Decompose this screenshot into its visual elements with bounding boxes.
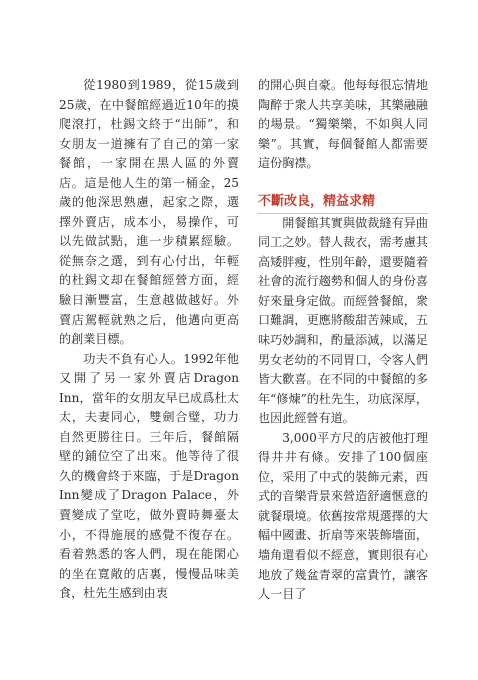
paragraph: 從1980到1989，從15歲到25歲，在中餐館經過近10年的摸爬滾打，杜錫文終于“出師”，和女朋友一道擁有了自己的第一家餐館，一家開在黑人區的外賣店。這是他人生的第一桶金，25歲的他深思熟慮，起家之際，選擇外賣店，成本小，易操作，可以先做試點，進一步積累經驗。從無奈之選，到有心付出，年輕的杜錫文却在餐館經營方面，經驗日漸豐富，生意越做越好。外賣店駕輕就熟之后，他邁向更高的創業目標。 xyxy=(59,78,239,347)
section-heading: 不斷改良，精益求精 xyxy=(258,193,376,209)
paragraph: 開餐館其實與做裁縫有异曲同工之妙。替人裁衣，需考慮其高矮胖瘦，性別年齡，還要隨着社會的流行趨勢和個人的身份喜好來量身定做。而經營餐館，衆口難調，更應將酸甜苦辣咸，五味巧妙調和，酌量添減，以滿足男女老幼的不同胃口，令客人們皆大歡喜。在不同的中餐館的多年“修煉”的杜先生，功底深厚，也因此經營有道。 xyxy=(258,215,428,426)
paragraph: 功夫不負有心人。1992年他又開了另一家外賣店Dragon Inn，當年的女朋友早已成爲杜太太，夫妻同心，雙劍合璧，功力自然更勝往日。三年后，餐館隔壁的鋪位空了出來。他等待了很久的機會終于來臨，于是Dragon Inn變成了Dragon Palace，外賣變成了堂吃，做外賣時舞臺太小，不得施展的感覺不復存在。看着熟悉的客人們，現在能閑心的坐在寬敞的店裏，慢慢品味美食，杜先生感到由衷 xyxy=(59,351,239,601)
paragraph: 3,000平方尺的店被他打理得井井有條。安排了100個座位，采用了中式的裝飾元素，西式的音樂背景來營造舒適愜意的就餐環境。依舊按常規選擇的大幅中國畫、折扇等來裝飾墻面，墻角還看似不經意，實則很有心地放了幾盆青翠的富貴竹，讓客人一目了 xyxy=(258,430,428,602)
right-column xyxy=(258,76,428,605)
left-column xyxy=(59,76,239,604)
paragraph-continuation: 的開心與自豪。他每每很忘情地陶醉于衆人共享美味，其樂融融的場景。“獨樂樂，不如與人同樂”。其實，每個餐館人都需要這份胸襟。 xyxy=(258,78,428,171)
